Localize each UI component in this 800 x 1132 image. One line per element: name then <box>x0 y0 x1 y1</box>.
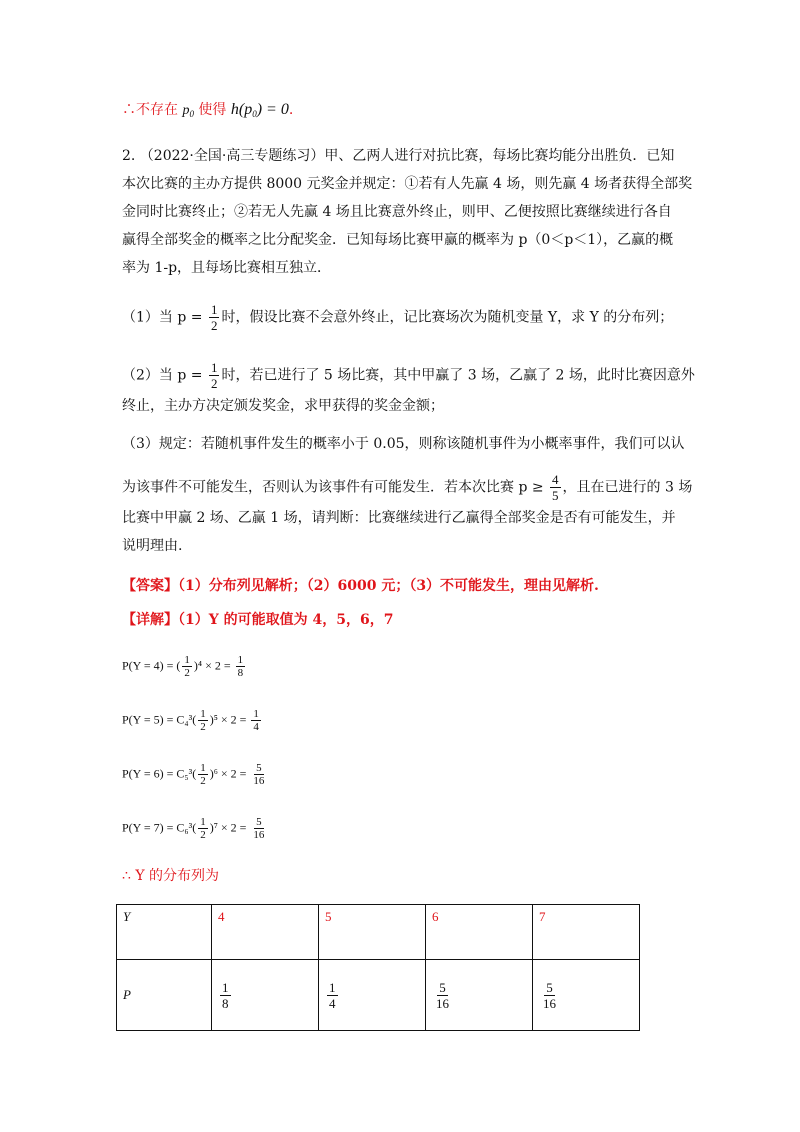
table-cell: 6 <box>426 905 533 960</box>
fraction-half: $\frac{1}{2}$ <box>210 302 218 333</box>
conclusion-prefix: ∴不存在 <box>122 102 178 118</box>
fraction-four-fifths: $\frac{4}{5}$ <box>552 472 559 503</box>
table-row <box>117 960 640 1031</box>
part-1: （1）当 p = $\frac{1}{2}$ 时，假设比赛不会意外终止，记比赛场次为随机变量 Y，求 Y 的分布列； <box>122 302 674 333</box>
question-line-3: 金同时比赛终止；②若无人先赢 4 场且比赛意外终止，则甲、乙便按照比赛继续进行各自 <box>122 204 672 220</box>
table-cell: $\frac{1}{4}$ <box>319 960 426 1031</box>
part-2-line-2: 终止，主办方决定颁发奖金，求甲获得的奖金金额； <box>122 398 444 414</box>
answer-line <box>122 576 599 596</box>
part-3-line-1: （3）规定：若随机事件发生的概率小于 0.05，则称该随机事件为小概率事件，我们可以认 <box>122 436 685 452</box>
detail-line <box>122 610 393 630</box>
equation-y6: P(Y = 6) = C₅³( $\frac{1}{2}$ )⁶ × 2 = $\frac{5}{16}$ <box>122 762 265 787</box>
question-line-1: 2. （2022·全国·高三专题练习）甲、乙两人进行对抗比赛，每场比赛均能分出胜负．已知 <box>122 148 675 164</box>
question-line-2: 本次比赛的主办方提供 8000 元奖金并规定：①若有人先赢 4 场，则先赢 4 场者获得全部奖 <box>122 176 693 192</box>
conclusion-period: . <box>288 102 294 118</box>
question-line-5: 率为 1-p，且每场比赛相互独立． <box>122 260 332 276</box>
table-cell: $\frac{5}{16}$ <box>426 960 533 1031</box>
question-line-4: 赢得全部奖金的概率之比分配奖金．已知每场比赛甲赢的概率为 p（0＜p＜1），乙赢的概 <box>122 232 674 248</box>
table-cell: 7 <box>533 905 640 960</box>
detail-tag: 【详解】 <box>122 612 178 628</box>
conclusion-line <box>122 100 293 124</box>
part-3-line-2: 为该事件不可能发生，否则认为该事件有可能发生．若本次比赛 p ≥ $\frac{4}{5}$ ，且在已进行的 3 场 <box>122 472 693 503</box>
answer-tag: 【答案】 <box>122 578 178 594</box>
table-cell: $\frac{1}{8}$ <box>212 960 319 1031</box>
detail-text: （1）Y 的可能取值为 4，5，6，7 <box>178 612 394 628</box>
table-cell: 4 <box>212 905 319 960</box>
equation-y4: P(Y = 4) = ( $\frac{1}{2}$ )⁴ × 2 = $\frac{1}{8}$ <box>122 654 244 679</box>
part-2: （2）当 p = $\frac{1}{2}$ 时，若已进行了 5 场比赛，其中甲赢了 3 场，乙赢了 2 场，此时比赛因意外 <box>122 360 695 391</box>
answer-text: （1）分布列见解析；（2）6000 元；（3）不可能发生，理由见解析. <box>178 578 599 594</box>
table-row <box>117 905 640 960</box>
conclusion-mid: 使得 <box>198 102 227 118</box>
distribution-title: ∴ Y 的分布列为 <box>122 868 220 884</box>
distribution-table <box>116 904 640 1031</box>
table-cell: 5 <box>319 905 426 960</box>
h-expression: $h(p_0) = 0$ <box>230 101 289 119</box>
part-3-line-3: 比赛中甲赢 2 场、乙赢 1 场，请判断：比赛继续进行乙赢得全部奖金是否有可能发生，并 <box>122 510 676 526</box>
part-3-line-4: 说明理由. <box>122 538 183 554</box>
fraction-half: $\frac{1}{2}$ <box>210 360 218 391</box>
row-label-p: P <box>117 960 212 1031</box>
table-cell: $\frac{5}{16}$ <box>533 960 640 1031</box>
p0-symbol: $p_0$ <box>182 103 194 119</box>
equation-y7: P(Y = 7) = C₆³( $\frac{1}{2}$ )⁷ × 2 = $\frac{5}{16}$ <box>122 816 265 841</box>
equation-y5: P(Y = 5) = C₄³( $\frac{1}{2}$ )⁵ × 2 = $\frac{1}{4}$ <box>122 708 259 733</box>
row-label-y: Y <box>117 905 212 960</box>
